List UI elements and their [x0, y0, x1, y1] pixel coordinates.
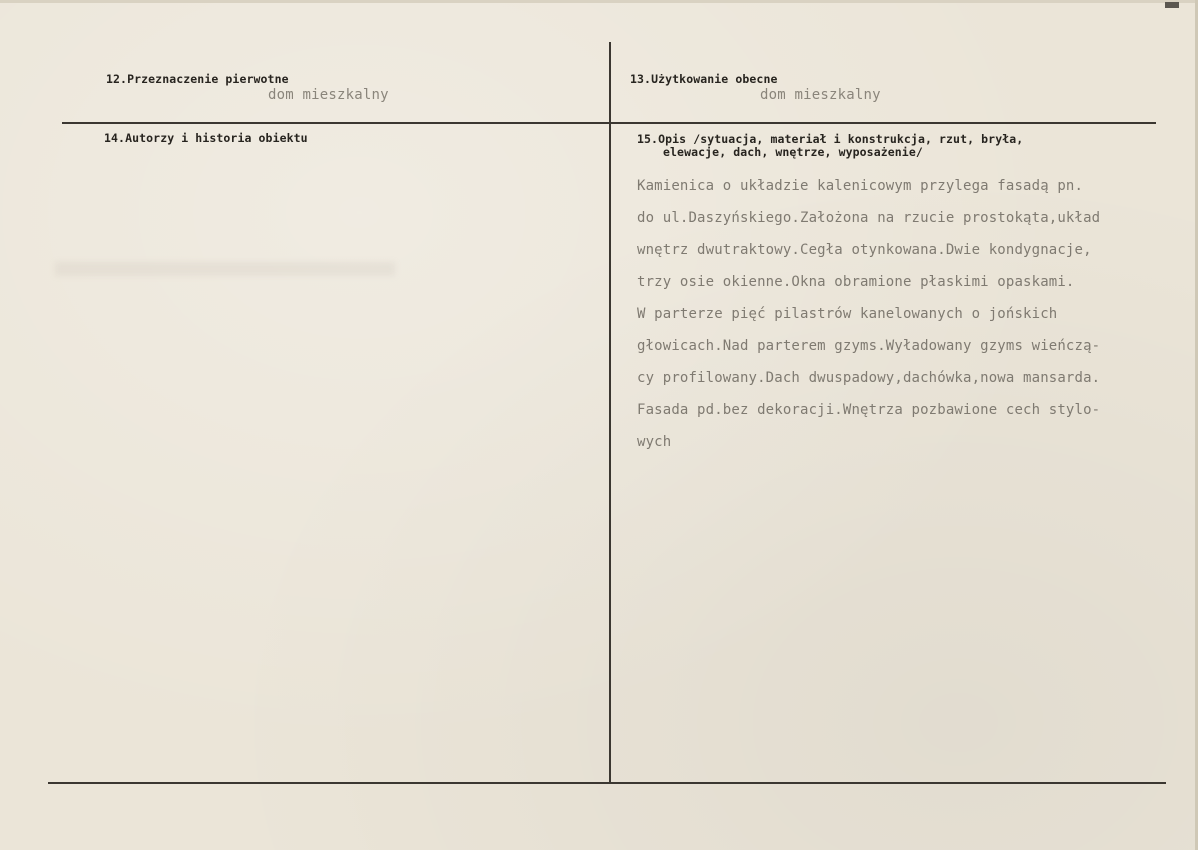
description-line: Fasada pd.bez dekoracji.Wnętrza pozbawione cech stylo- — [637, 402, 1101, 418]
field-13-value: dom mieszkalny — [760, 87, 881, 103]
description-line: trzy osie okienne.Okna obramione płaskimi opaskami. — [637, 274, 1075, 290]
paper-smudge — [55, 262, 395, 276]
row-divider — [62, 122, 1156, 124]
column-divider — [609, 42, 611, 783]
description-line: W parterze pięć pilastrów kanelowanych o jońskich — [637, 306, 1058, 322]
description-line: głowicach.Nad parterem gzyms.Wyładowany gzyms wieńczą- — [637, 338, 1101, 354]
description-line: Kamienica o układzie kalenicowym przylega fasadą pn. — [637, 178, 1084, 194]
card-top-edge — [0, 0, 1198, 3]
field-15-description — [637, 172, 1177, 460]
description-line: cy profilowany.Dach dwuspadowy,dachówka,nowa mansarda. — [637, 370, 1101, 386]
description-line: wnętrz dwutraktowy.Cegła otynkowana.Dwie kondygnacje, — [637, 242, 1092, 258]
corner-mark — [1165, 2, 1179, 8]
field-12-label: 12.Przeznaczenie pierwotne — [106, 72, 289, 86]
field-12-value: dom mieszkalny — [268, 87, 389, 103]
description-line: wych — [637, 434, 672, 450]
field-14-label: 14.Autorzy i historia obiektu — [104, 131, 308, 145]
field-13-label: 13.Użytkowanie obecne — [630, 72, 778, 86]
bottom-rule — [48, 782, 1166, 784]
description-line: do ul.Daszyńskiego.Założona na rzucie prostokąta,układ — [637, 210, 1101, 226]
field-15-label-line2: elewacje, dach, wnętrze, wyposażenie/ — [663, 145, 923, 159]
field-15-label-line1: 15.Opis /sytuacja, materiał i konstrukcja, rzut, bryła, — [637, 132, 1024, 146]
